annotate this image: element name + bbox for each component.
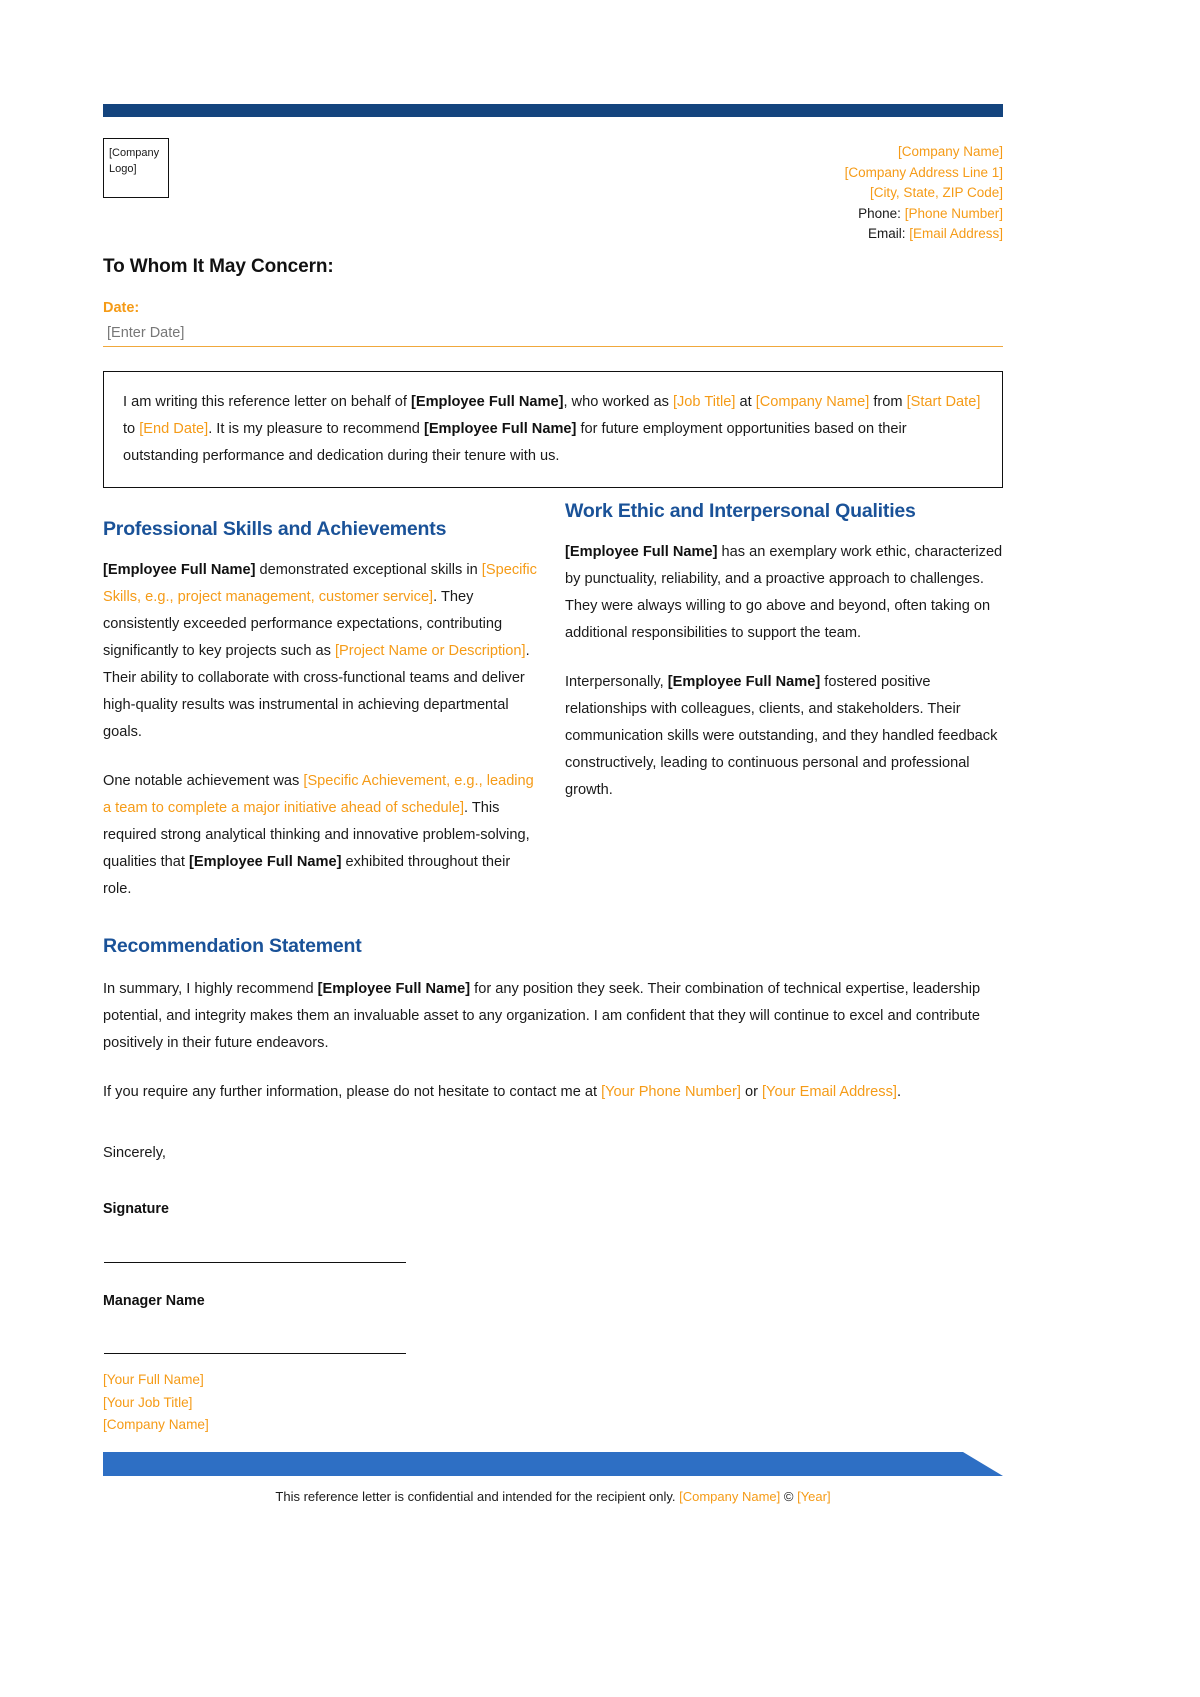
company-phone-row (845, 204, 1003, 225)
rec-p2-part-2: or (740, 1084, 762, 1100)
manager-name-label: Manager Name (103, 1293, 205, 1309)
work-ethic-paragraph-2 (565, 669, 1003, 804)
recommendation-paragraph-1 (103, 976, 1003, 1057)
manager-name-line[interactable] (104, 1353, 406, 1354)
intro-part-5: to (123, 421, 140, 437)
logo-line-2: Logo] (109, 163, 137, 175)
logo-line-1: [Company (109, 147, 160, 159)
skills-heading: Professional Skills and Achievements (103, 518, 447, 540)
work-ethic-heading: Work Ethic and Interpersonal Qualities (565, 500, 916, 522)
rec-p2-phone: [Your Phone Number] (601, 1084, 741, 1100)
skills-p1-part-2: . They consistently exceeded performance expectations, contributing significantly to key projects such as (103, 589, 503, 659)
company-contact-block (845, 138, 1003, 245)
skills-p2-achievement: [Specific Achievement, e.g., leading a team to complete a major initiative ahead of schedule] (103, 773, 534, 816)
footer-accent-band (103, 1452, 1003, 1476)
skills-p2-employee: [Employee Full Name] (189, 854, 342, 870)
work-ethic-paragraph-1 (565, 539, 1003, 647)
intro-paragraph (123, 389, 983, 470)
rec-p1-part-2: for any position they seek. Their combination of technical expertise, leadership potential, and integrity makes them an invaluable asset to any organization. I am confident that they will continue to excel and contribute positively in their future endeavors. (103, 981, 981, 1051)
company-city-state-zip: [City, State, ZIP Code] (869, 185, 1003, 200)
company-address-line-1: [Company Address Line 1] (844, 164, 1003, 180)
company-logo-placeholder (103, 138, 169, 198)
rec-p1-part-1: In summary, I highly recommend (103, 981, 318, 997)
date-input[interactable]: [Enter Date] (103, 325, 1003, 347)
skills-paragraph-1 (103, 557, 538, 746)
skills-p1-skills: [Specific Skills, e.g., project management, customer service] (103, 562, 537, 605)
footer-band-shape (103, 1452, 1003, 1476)
email-label: Email: (867, 226, 910, 241)
phone-label: Phone: (858, 205, 905, 221)
signoff-company-name: [Company Name] (103, 1417, 209, 1432)
intro-part-2: , who worked as (563, 394, 673, 410)
intro-job-title: [Job Title] (672, 394, 736, 410)
footer-confidentiality-note (103, 1489, 1003, 1504)
intro-part-3: at (735, 394, 756, 410)
signoff-block (103, 1369, 209, 1437)
signature-line[interactable] (104, 1262, 406, 1263)
intro-part-6: . It is my pleasure to recommend (208, 421, 424, 437)
intro-employee-1: [Employee Full Name] (410, 394, 564, 410)
rec-p1-employee: [Employee Full Name] (317, 981, 471, 997)
intro-paragraph-box (103, 371, 1003, 488)
company-name: [Company Name] (897, 144, 1003, 159)
rec-p2-part-1: If you require any further information, please do not hesitate to contact me at (103, 1084, 602, 1100)
salutation: To Whom It May Concern: (103, 256, 334, 277)
footer-year: [Year] (797, 1489, 831, 1504)
skills-p2-part-1: One notable achievement was (103, 773, 304, 789)
intro-start-date: [Start Date] (906, 394, 981, 410)
intro-part-1: I am writing this reference letter on behalf of (123, 394, 411, 410)
phone-value: [Phone Number] (904, 205, 1003, 221)
rec-p2-email: [Your Email Address] (762, 1084, 897, 1100)
ethic-p1-employee: [Employee Full Name] (565, 544, 718, 560)
sincerely-text: Sincerely, (103, 1145, 166, 1161)
skills-p1-part-3: . Their ability to collaborate with cross-functional teams and deliver high-quality results was instrumental in achieving departmental goals. (103, 643, 530, 740)
signoff-full-name: [Your Full Name] (103, 1372, 204, 1387)
signoff-job-title: [Your Job Title] (103, 1394, 193, 1410)
letterhead-header (103, 138, 1003, 245)
skills-p1-part-1: demonstrated exceptional skills in (255, 562, 482, 578)
work-ethic-section (565, 500, 1003, 804)
footer-company-name: [Company Name] (679, 1489, 781, 1504)
signature-label: Signature (103, 1201, 169, 1217)
recommendation-heading: Recommendation Statement (103, 935, 362, 957)
skills-p1-project: [Project Name or Description] (334, 643, 526, 659)
top-accent-bar (103, 104, 1003, 117)
recommendation-section (103, 935, 1003, 1128)
ethic-p2-employee: [Employee Full Name] (667, 674, 821, 690)
company-email-row (845, 224, 1003, 245)
ethic-p1-text: has an exemplary work ethic, characterized by punctuality, reliability, and a proactive approach to challenges. They were always willing to go above and beyond, often taking on additional responsibilities to support the team. (565, 544, 1003, 641)
date-label: Date: (103, 300, 140, 316)
skills-section (103, 518, 538, 903)
email-value: [Email Address] (909, 226, 1003, 241)
recommendation-paragraph-2 (103, 1079, 1003, 1106)
intro-part-4: from (869, 394, 907, 410)
intro-company-name: [Company Name] (755, 394, 870, 410)
ethic-p2-part-1: Interpersonally, (565, 674, 668, 690)
skills-paragraph-2 (103, 768, 538, 903)
skills-p2-part-3: exhibited throughout their role. (103, 854, 511, 897)
skills-p1-employee: [Employee Full Name] (103, 562, 256, 578)
rec-p2-part-3: . (896, 1084, 901, 1100)
footer-copyright-symbol: © (780, 1489, 798, 1504)
intro-employee-2: [Employee Full Name] (423, 421, 577, 437)
ethic-p2-part-2: fostered positive relationships with colleagues, clients, and stakeholders. Their communication skills were outstanding, and they handled feedback constructively, leading to continuous personal and professional growth. (565, 674, 998, 798)
intro-end-date: [End Date] (139, 421, 209, 437)
skills-p2-part-2: . This required strong analytical thinking and innovative problem-solving, qualities that (103, 800, 530, 870)
intro-part-7: for future employment opportunities based on their outstanding performance and dedication during their tenure with us. (123, 421, 907, 464)
footer-note-text: This reference letter is confidential and intended for the recipient only. (275, 1489, 680, 1504)
